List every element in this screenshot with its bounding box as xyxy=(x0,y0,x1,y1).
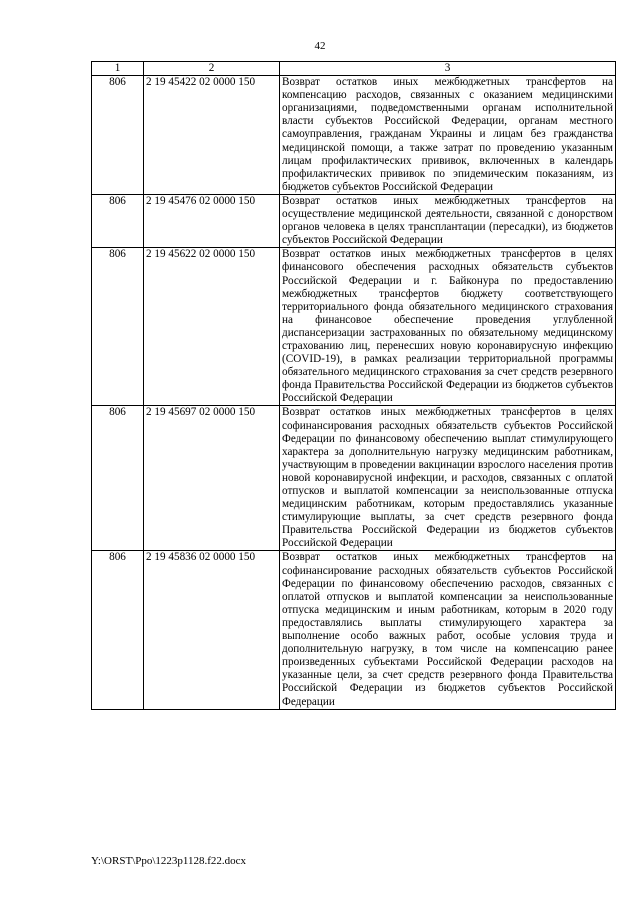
budget-code-cell: 2 19 45836 02 0000 150 xyxy=(144,551,280,709)
table-row xyxy=(92,194,616,247)
column-header-1: 1 xyxy=(92,62,144,76)
admin-code-cell: 806 xyxy=(92,406,144,551)
description-cell: Возврат остатков иных межбюджетных трансфертов в целях софинансирования расходных обязательств субъектов Российской Федерации по финансовому обеспечению выплат стимулирующего характера за дополнительную нагрузку медицинским работникам, участвующим в проведении вакцинации взрослого населения против новой коронавирусной инфекции, и расходов, связанных с оплатой отпусков и выплатой компенсации за неиспользованные отпуска медицинским работникам, которым предоставлялись указанные стимулирующие выплаты, за счет средств резервного фонда Правительства Российской Федерации из бюджетов субъектов Российской Федерации xyxy=(280,406,616,551)
budget-code-cell: 2 19 45697 02 0000 150 xyxy=(144,406,280,551)
admin-code-cell: 806 xyxy=(92,551,144,709)
column-header-3: 3 xyxy=(280,62,616,76)
page-number: 42 xyxy=(314,40,326,52)
description-cell: Возврат остатков иных межбюджетных трансфертов на софинансирование расходных обязательств субъектов Российской Федерации по финансовому обеспечению расходов, связанных с оплатой отпусков и выплатой компенсации за неиспользованные отпуска медицинским и иным работникам, которым в 2020 году предоставлялись выплаты стимулирующего характера за выполнение особо важных работ, особые условия труда и дополнительную нагрузку, в том числе на компенсацию ранее произведенных субъектами Российской Федерации расходов на указанные цели, за счет средств резервного фонда Правительства Российской Федерации из бюджетов субъектов Российской Федерации xyxy=(280,551,616,709)
admin-code-cell: 806 xyxy=(92,76,144,195)
table-row xyxy=(92,551,616,709)
description-cell: Возврат остатков иных межбюджетных трансфертов на компенсацию расходов, связанных с оказанием медицинскими организациями, подведомственными органам исполнительной власти субъектов Российской Федерации, органам местного самоуправления, гражданам Украины и лицам без гражданства медицинской помощи, а также затрат по проведению указанным лицам профилактических прививок, включенных в календарь профилактических прививок по эпидемическим показаниям, из бюджетов субъектов Российской Федерации xyxy=(280,76,616,195)
description-cell: Возврат остатков иных межбюджетных трансфертов на осуществление медицинской деятельности, связанной с донорством органов человека в целях трансплантации (пересадки), из бюджетов субъектов Российской Федерации xyxy=(280,194,616,247)
admin-code-cell: 806 xyxy=(92,248,144,406)
budget-classification-table xyxy=(91,61,616,710)
description-cell: Возврат остатков иных межбюджетных трансфертов в целях финансового обеспечения расходных обязательств субъектов Российской Федерации и г. Байконура по предоставлению межбюджетных трансфертов бюджету соответствующего территориального фонда обязательного медицинского страхования на финансовое обеспечение проведения углубленной диспансеризации застрахованных по обязательному медицинскому страхованию лиц, перенесших новую коронавирусную инфекцию (COVID-19), в рамках реализации территориальной программы обязательного медицинского страхования за счет средств резервного фонда Правительства Российской Федерации из бюджетов субъектов Российской Федерации xyxy=(280,248,616,406)
admin-code-cell: 806 xyxy=(92,194,144,247)
column-header-2: 2 xyxy=(144,62,280,76)
budget-code-cell: 2 19 45476 02 0000 150 xyxy=(144,194,280,247)
table-header-row xyxy=(92,62,616,76)
document-file-path: Y:\ORST\Ppo\1223p1128.f22.docx xyxy=(91,855,247,867)
table-row xyxy=(92,248,616,406)
table-row xyxy=(92,76,616,195)
table-row xyxy=(92,406,616,551)
budget-code-cell: 2 19 45422 02 0000 150 xyxy=(144,76,280,195)
budget-code-cell: 2 19 45622 02 0000 150 xyxy=(144,248,280,406)
